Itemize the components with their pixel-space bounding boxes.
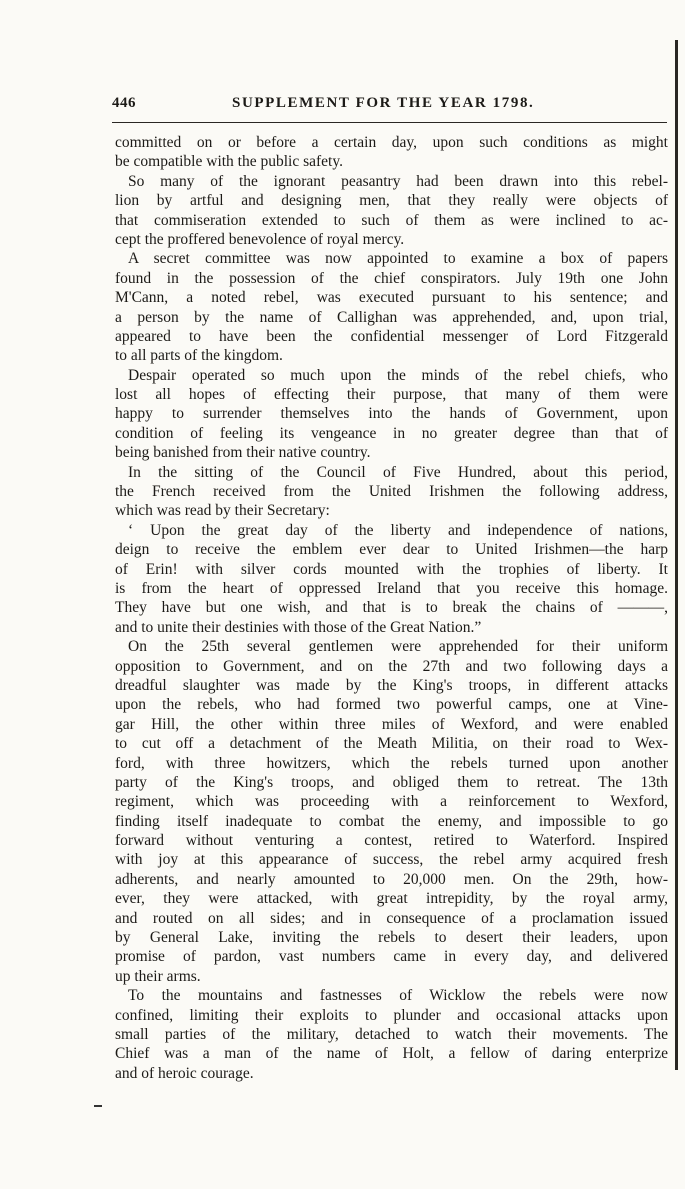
text-line: lion by artful and designing men, that they really were objects of — [115, 192, 668, 210]
text-line: finding itself inadequate to combat the enemy, and impossible to go — [115, 812, 668, 830]
text-line: They have but one wish, and that is to break the chains of ———, — [115, 599, 668, 617]
text-line: opposition to Government, and on the 27th and two following days a — [115, 657, 668, 675]
text-line: In the sitting of the Council of Five Hundred, about this period, — [128, 463, 668, 481]
page-header — [112, 95, 667, 119]
text-line: which was read by their Secretary: — [115, 502, 330, 520]
text-line: cept the proffered benevolence of royal mercy. — [115, 230, 405, 248]
text-line: promise of pardon, vast numbers came in every day, and delivered — [115, 948, 668, 966]
text-line: party of the King's troops, and obliged them to retreat. The 13th — [115, 773, 668, 791]
text-line: is from the heart of oppressed Ireland that you receive this homage. — [115, 579, 668, 597]
text-line: lost all hopes of effecting their purpose, that many of them were — [115, 386, 668, 404]
text-line: of Erin! with silver cords mounted with the trophies of liberty. It — [115, 560, 668, 578]
text-line: to cut off a detachment of the Meath Militia, on their road to Wex- — [115, 735, 668, 753]
text-line: regiment, which was proceeding with a reinforcement to Wexford, — [115, 793, 668, 811]
text-line: a person by the name of Callighan was apprehended, and, upon trial, — [115, 308, 668, 326]
text-line: confined, limiting their exploits to plunder and occasional attacks upon — [115, 1006, 668, 1024]
text-line: small parties of the military, detached to watch their movements. The — [115, 1025, 668, 1043]
text-line: Despair operated so much upon the minds of the rebel chiefs, who — [128, 366, 668, 384]
text-line: ford, with three howitzers, which the rebels turned upon another — [115, 754, 668, 772]
text-line: and to unite their destinies with those of the Great Nation.” — [115, 618, 482, 636]
text-line: On the 25th several gentlemen were apprehended for their uniform — [128, 638, 668, 656]
text-line: gar Hill, the other within three miles of Wexford, and were enabled — [115, 715, 668, 733]
text-line: being banished from their native country. — [115, 444, 371, 462]
text-line: Chief was a man of the name of Holt, a fellow of daring enterprize — [115, 1045, 668, 1063]
text-line: dreadful slaughter was made by the King's troops, in different attacks — [115, 676, 668, 694]
text-line: To the mountains and fastnesses of Wicklow the rebels were now — [128, 987, 668, 1005]
text-line: committed on or before a certain day, upon such conditions as might — [115, 134, 668, 151]
running-title: SUPPLEMENT FOR THE YEAR 1798. — [232, 95, 535, 111]
text-line: be compatible with the public safety. — [115, 153, 343, 171]
text-line: and of heroic courage. — [115, 1064, 254, 1082]
text-line: M'Cann, a noted rebel, was executed pursuant to his sentence; and — [115, 289, 668, 307]
text-line: found in the possession of the chief conspirators. July 19th one John — [115, 269, 668, 287]
text-line: by General Lake, inviting the rebels to desert their leaders, upon — [115, 929, 668, 947]
text-line: and routed on all sides; and in consequence of a proclamation issued — [115, 909, 668, 927]
text-line: the French received from the United Irishmen the following address, — [115, 483, 668, 501]
body-text — [115, 133, 668, 1083]
page-edge-shadow — [675, 40, 678, 1070]
text-line: to all parts of the kingdom. — [115, 347, 283, 365]
text-line: deign to receive the emblem ever dear to United Irishmen—the harp — [115, 541, 668, 559]
header-rule — [112, 122, 667, 123]
text-line: ever, they were attacked, with great intrepidity, by the royal army, — [115, 890, 668, 908]
text-line: A secret committee was now appointed to examine a box of papers — [128, 250, 668, 268]
margin-mark — [94, 1105, 102, 1107]
text-line: appeared to have been the confidential messenger of Lord Fitzgerald — [115, 327, 668, 345]
text-line: with joy at this appearance of success, the rebel army acquired fresh — [115, 851, 668, 869]
text-line: that commiseration extended to such of them as were inclined to ac- — [115, 211, 668, 229]
text-line: adherents, and nearly amounted to 20,000 men. On the 29th, how- — [115, 870, 668, 888]
text-line: forward without venturing a contest, retired to Waterford. Inspired — [115, 832, 668, 850]
text-line: condition of feeling its vengeance in no greater degree than that of — [115, 424, 668, 442]
text-line: up their arms. — [115, 967, 201, 985]
text-line: happy to surrender themselves into the hands of Government, upon — [115, 405, 668, 423]
page-number: 446 — [112, 95, 136, 111]
text-line: upon the rebels, who had formed two powerful camps, one at Vine- — [115, 696, 668, 714]
text-line: So many of the ignorant peasantry had been drawn into this rebel- — [128, 172, 668, 190]
text-line: ‘ Upon the great day of the liberty and independence of nations, — [128, 521, 668, 539]
